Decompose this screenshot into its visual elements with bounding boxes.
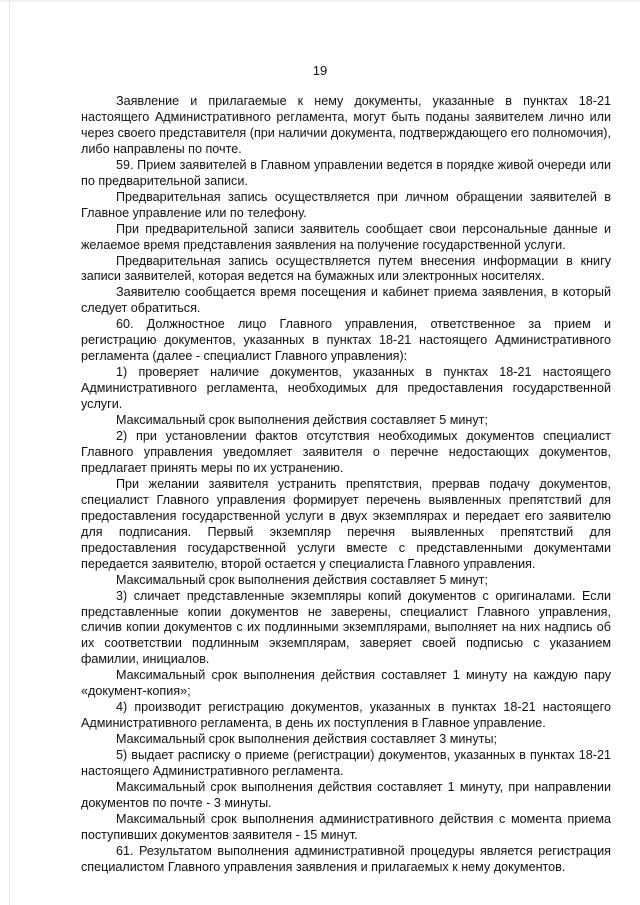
paragraph: 59. Прием заявителей в Главном управлении ведется в порядке живой очереди или по предварительной записи. (81, 157, 611, 188)
paragraph: 5) выдает расписку о приеме (регистрации) документов, указанных в пунктах 18-21 настоящего Административного регламента. (81, 748, 611, 779)
paragraph: Максимальный срок выполнения действия составляет 3 минуты; (116, 732, 498, 747)
paragraph: Заявителю сообщается время посещения и кабинет приема заявления, в который следует обратиться. (81, 285, 611, 316)
paragraph: При желании заявителя устранить препятствия, прервав подачу документов, специалист Главного управления формирует перечень выявленных препятствий для предоставления государственной услуги в двух экземплярах и передает его заявителю для подписания. Первый экземпляр перечня выявленных препятствий для предоставления государственной услуги вместе с представленными документами передается заявителю, второй остается у специалиста Главного управления. (81, 476, 611, 571)
paragraph: 4) производит регистрацию документов, указанных в пунктах 18-21 настоящего Административного регламента, в день их поступления в Главное управление. (81, 700, 611, 731)
paragraph: Максимальный срок выполнения действия составляет 1 минуту, при направлении документов по почте - 3 минуты. (81, 779, 611, 810)
scan-left-edge (9, 0, 10, 905)
paragraph: Предварительная запись осуществляется при личном обращении заявителей в Главное управление или по телефону. (81, 189, 611, 220)
scan-top-edge (0, 0, 640, 2)
paragraph: Максимальный срок выполнения действия составляет 1 минуту на каждую пару «документ-копия»; (81, 668, 611, 699)
paragraph: Заявление и прилагаемые к нему документы, указанные в пунктах 18-21 настоящего Административного регламента, могут быть поданы заявителем лично или через своего представителя (при наличии документа, подтверждающего его полномочия), либо направлены по почте. (81, 94, 611, 156)
paragraph: Максимальный срок выполнения действия составляет 5 минут; (116, 413, 488, 428)
paragraph: 1) проверяет наличие документов, указанных в пунктах 18-21 настоящего Административного регламента, необходимых для предоставления государственной услуги. (81, 365, 611, 412)
document-text (81, 94, 611, 876)
paragraph: 2) при установлении фактов отсутствия необходимых документов специалист Главного управления уведомляет заявителя о перечне недостающих документов, предлагает принять меры по их устранению. (81, 429, 611, 475)
paragraph: 3) сличает представленные экземпляры копий документов с оригиналами. Если представленные копии документов не заверены, специалист Главного управления, сличив копии документов с их подлинными экземплярами, выполняет на них надпись об их соответствии подлинным экземплярам, заверяет своей подписью с указанием фамилии, инициалов. (81, 588, 611, 667)
paragraph: Максимальный срок выполнения действия составляет 5 минут; (116, 572, 488, 587)
paragraph: Предварительная запись осуществляется путем внесения информации в книгу записи заявителей, которая ведется на бумажных или электронных носителях. (81, 253, 611, 284)
paragraph: Максимальный срок выполнения административного действия с момента приема поступивших документов заявителя - 15 минут. (81, 811, 611, 842)
paragraph: 61. Результатом выполнения административной процедуры является регистрация специалистом Главного управления заявления и прилагаемых к нему документов. (81, 843, 611, 874)
page-number: 19 (312, 63, 328, 78)
paragraph: При предварительной записи заявитель сообщает свои персональные данные и желаемое время представления заявления на получение государственной услуги. (81, 221, 611, 252)
paragraph: 60. Должностное лицо Главного управления, ответственное за прием и регистрацию документов, указанных в пунктах 18-21 настоящего Административного регламента (далее - специалист Главного управления): (81, 317, 611, 364)
